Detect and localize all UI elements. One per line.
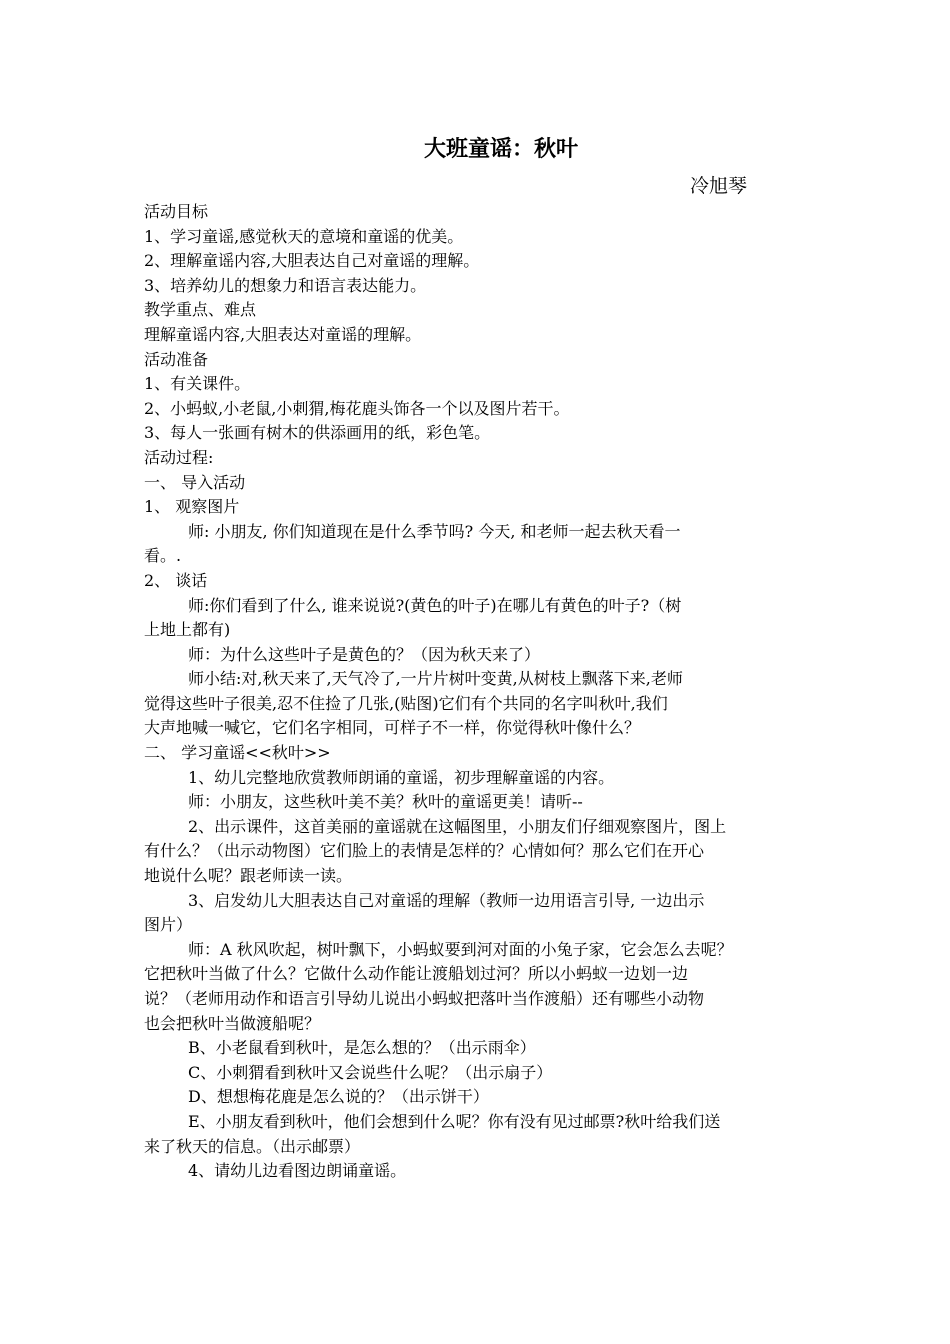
paragraph-line: B、小老鼠看到秋叶，是怎么想的？（出示雨伞） (188, 1038, 536, 1058)
heading-activity-goals: 活动目标 (144, 202, 209, 221)
paragraph-line: 师:你们看到了什么, 谁来说说?(黄色的叶子)在哪儿有黄色的叶子?（树 (188, 595, 682, 615)
paragraph-line: 上地上都有) (144, 620, 231, 640)
document-title: 大班童谣：秋叶 (423, 137, 578, 162)
paragraph-line: 师：为什么这些叶子是黄色的？（因为秋天来了） (188, 644, 541, 664)
paragraph-line: 有什么？（出示动物图）它们脸上的表情是怎样的？心情如何？那么它们在开心 (144, 841, 705, 861)
preparation-line-1: 1、有关课件。 (144, 374, 251, 394)
key-points-text: 理解童谣内容,大胆表达对童谣的理解。 (144, 324, 422, 344)
section-heading-1: 一、 导入活动 (144, 472, 246, 492)
paragraph-line: 1、幼儿完整地欣赏教师朗诵的童谣，初步理解童谣的内容。 (188, 767, 615, 787)
paragraph-line: 它把秋叶当做了什么？它做什么动作能让渡船划过河？所以小蚂蚁一边划一边 (144, 964, 689, 984)
paragraph-line: 觉得这些叶子很美,忍不住捡了几张,(贴图)它们有个共同的名字叫秋叶,我们 (144, 693, 668, 713)
paragraph-line: E、小朋友看到秋叶，他们会想到什么呢？你有没有见过邮票?秋叶给我们送 (188, 1111, 721, 1131)
paragraph-line: 地说什么呢？跟老师读一读。 (144, 866, 353, 886)
goal-line-3: 3、培养幼儿的想象力和语言表达能力。 (144, 275, 427, 295)
paragraph-line: 来了秋天的信息。（出示邮票） (144, 1136, 361, 1156)
paragraph-line: 2、出示课件，这首美丽的童谣就在这幅图里，小朋友们仔细观察图片，图上 (188, 816, 727, 836)
goal-line-2: 2、理解童谣内容,大胆表达自己对童谣的理解。 (144, 251, 480, 271)
paragraph-line: 4、请幼儿边看图边朗诵童谣。 (188, 1161, 407, 1181)
paragraph-line: C、小刺猬看到秋叶又会说些什么呢？（出示扇子） (188, 1062, 553, 1082)
paragraph-line: 师：A 秋风吹起，树叶飘下，小蚂蚁要到河对面的小兔子家，它会怎么去呢？ (188, 939, 733, 959)
subsection-observe-pictures: 1、 观察图片 (144, 497, 240, 517)
preparation-line-2: 2、小蚂蚁,小老鼠,小刺猬,梅花鹿头饰各一个以及图片若干。 (144, 398, 570, 418)
paragraph-line: 师: 小朋友, 你们知道现在是什么季节吗? 今天, 和老师一起去秋天看一 (188, 521, 681, 541)
paragraph-line: 大声地喊一喊它，它们名字相同，可样子不一样，你觉得秋叶像什么？ (144, 718, 641, 738)
heading-preparation: 活动准备 (144, 349, 209, 369)
paragraph-line: 也会把秋叶当做渡船呢？ (144, 1013, 321, 1033)
document-author: 冷旭琴 (690, 175, 748, 197)
document-body (144, 200, 810, 1184)
heading-process: 活动过程: (144, 447, 214, 467)
heading-key-points: 教学重点、难点 (144, 300, 257, 320)
preparation-line-3: 3、每人一张画有树木的供添画用的纸，彩色笔。 (144, 423, 491, 443)
paragraph-line: 3、启发幼儿大胆表达自己对童谣的理解（教师一边用语言引导, 一边出示 (188, 890, 705, 910)
paragraph-line: 师：小朋友，这些秋叶美不美？秋叶的童谣更美！请听-- (188, 792, 583, 812)
paragraph-line: D、想想梅花鹿是怎么说的？（出示饼干） (188, 1087, 489, 1107)
paragraph-line: 看。. (144, 546, 182, 566)
subsection-talk: 2、 谈话 (144, 570, 208, 590)
section-heading-2: 二、 学习童谣<<秋叶>> (144, 743, 331, 763)
paragraph-line: 师小结:对,秋天来了,天气冷了,一片片树叶变黄,从树枝上飘落下来,老师 (188, 669, 683, 689)
paragraph-line: 图片） (144, 915, 193, 935)
goal-line-1: 1、学习童谣,感觉秋天的意境和童谣的优美。 (144, 226, 464, 246)
paragraph-line: 说？（老师用动作和语言引导幼儿说出小蚂蚁把落叶当作渡船）还有哪些小动物 (144, 989, 705, 1008)
